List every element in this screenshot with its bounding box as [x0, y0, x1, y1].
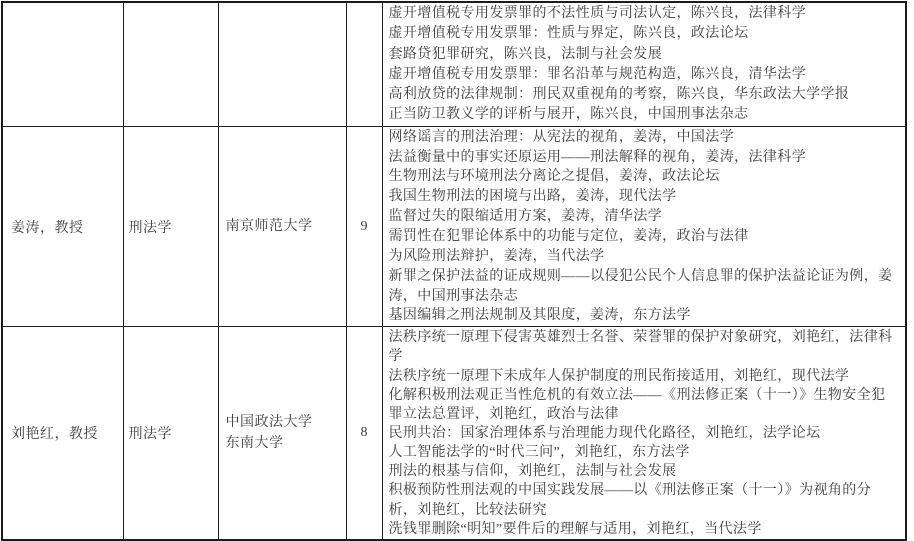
publication-item: 虚开增值税专用发票罪：罪名沿革与规范构造，陈兴良，清华法学	[388, 66, 807, 82]
publications-list	[382, 2, 906, 126]
table-row	[2, 126, 906, 326]
publication-item: 虚开增值税专用发票罪的不法性质与司法认定，陈兴良，法律科学	[388, 6, 807, 21]
publication-item: 刑法的根基与信仰，刘艳红，法制与社会发展	[388, 464, 677, 480]
professor-name-cell: 刘艳红，教授	[2, 327, 123, 540]
university-cell	[218, 327, 346, 540]
publication-item: 基因编辑之刑法规制及其限度，姜涛，东方法学	[388, 308, 691, 324]
professors-publications-table	[1, 1, 907, 541]
university-line: 中国政法大学	[225, 415, 313, 431]
university-line: 南京师范大学	[225, 219, 313, 234]
publication-item: 法益衡量中的事实还原运用——刑法解释的视角，姜涛，法律科学	[388, 149, 807, 165]
publication-item: 网络谣言的刑法治理：从宪法的视角，姜涛，中国法学	[388, 129, 735, 145]
publication-item: 监督过失的限缩适用方案，姜涛，清华法学	[388, 209, 663, 225]
professor-name-cell: 姜涛，教授	[2, 126, 123, 326]
publication-item: 民刑共治：国家治理体系与治理能力现代化路径，刘艳红，法学论坛	[388, 426, 821, 441]
publication-item: 法秩序统一原理下侵害英雄烈士名誉、荣誉罪的保护对象研究，刘艳红，法律科学	[388, 330, 893, 365]
publication-item: 虚开增值税专用发票罪：性质与界定，陈兴良，政法论坛	[388, 26, 749, 42]
professor-name-cell	[2, 2, 123, 126]
discipline-cell: 刑法学	[123, 126, 218, 326]
publication-item: 为风险刑法辩护，姜涛，当代法学	[388, 248, 605, 264]
university-cell	[218, 126, 346, 326]
publications-list	[382, 327, 906, 540]
publication-count-cell	[346, 2, 382, 126]
publication-item: 积极预防性刑法观的中国实践发展——以《刑法修正案（十一）》为视角的分析，刘艳红，比较法研究	[388, 483, 872, 518]
publication-item: 人工智能法学的“时代三问”，刘艳红，东方法学	[388, 445, 690, 461]
university-line: 东南大学	[225, 436, 284, 452]
publication-item: 我国生物刑法的困境与出路，姜涛，现代法学	[388, 189, 677, 205]
discipline-cell: 刑法学	[123, 327, 218, 540]
publication-item: 生物刑法与环境刑法分离论之提倡，姜涛，政法论坛	[388, 169, 720, 185]
publication-item: 高利放贷的法律规制：刑民双重视角的考察，陈兴良，华东政法大学学报	[388, 87, 850, 103]
publication-item: 需罚性在犯罪论体系中的功能与定位，姜涛，政治与法律	[388, 229, 749, 244]
publication-item: 洗钱罪删除“明知”要件后的理解与适用，刘艳红，当代法学	[388, 521, 762, 537]
publications-list	[382, 126, 906, 326]
publication-count-cell: 8	[346, 327, 382, 540]
publication-item: 正当防卫教义学的评析与展开，陈兴良，中国刑事法杂志	[388, 107, 749, 123]
publication-item: 化解积极刑法观正当性危机的有效立法——《刑法修正案（十一）》生物安全犯罪立法总置评，刘艳红，政治与法律	[388, 387, 886, 422]
university-cell	[218, 2, 346, 126]
publication-item: 套路贷犯罪研究，陈兴良，法制与社会发展	[388, 46, 663, 62]
publication-count-cell: 9	[346, 126, 382, 326]
table-row	[2, 2, 906, 126]
publication-item: 新罪之保护法益的证成规则——以侵犯公民个人信息罪的保护法益论证为例，姜涛，中国刑事法杂志	[388, 268, 893, 304]
table-row	[2, 327, 906, 540]
publication-item: 法秩序统一原理下未成年人保护制度的刑民衔接适用，刘艳红，现代法学	[388, 368, 850, 384]
discipline-cell	[123, 2, 218, 126]
